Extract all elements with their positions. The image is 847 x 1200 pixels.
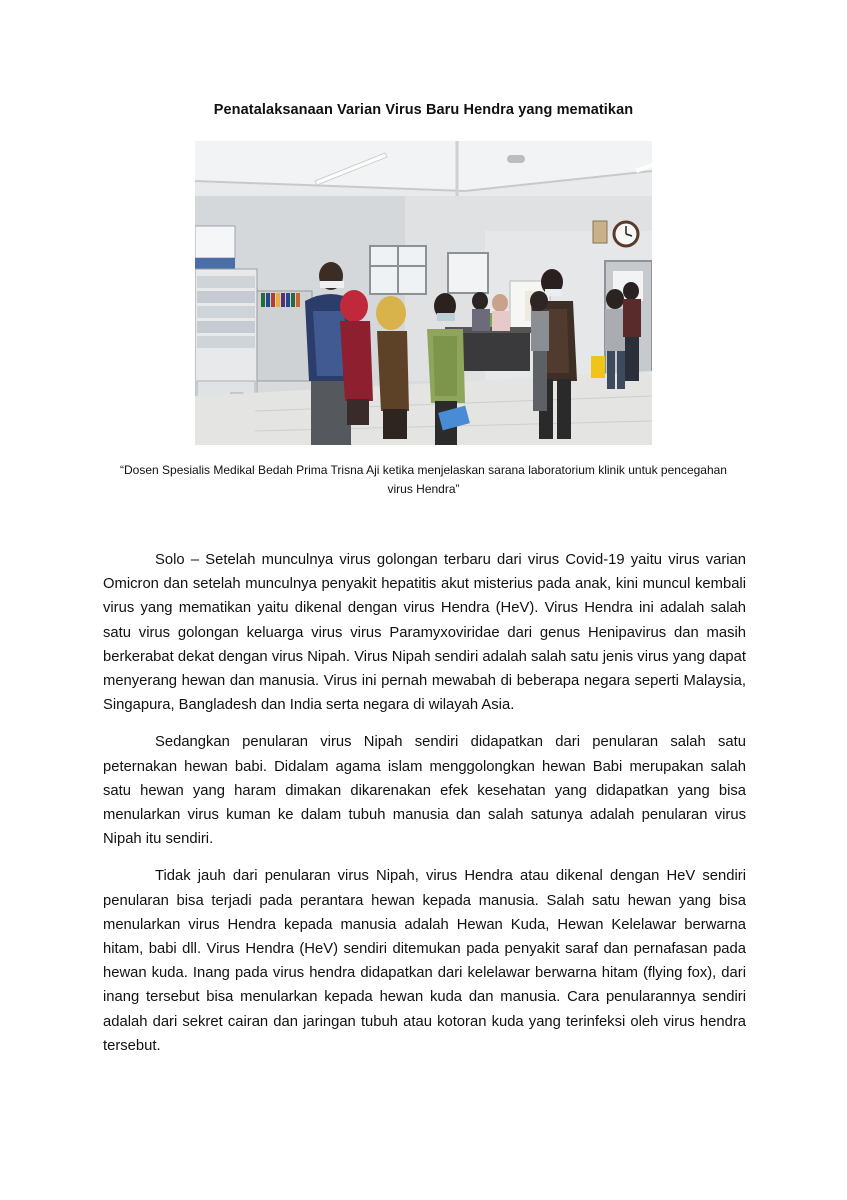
paragraph: Tidak jauh dari penularan virus Nipah, virus Hendra atau dikenal dengan HeV sendiri penularan bisa terjadi pada perantara hewan kepada manusia. Salah satu hewan yang bisa menularkan virus Hendra kepada manusia adalah Hewan Kuda, Hewan Kelelawar berwarna hitam, babi dll. Virus Hendra (HeV) sendiri ditemukan pada penyakit saraf dan pernafasan pada hewan kuda. Inang pada virus hendra didapatkan dari kelelawar berwarna hitam (flying fox), dari inang tersebut bisa menularkan kepada hewan kuda dan manusia. Cara penularannya sendiri adalah dari sekret cairan dan jaringan tubuh atau kotoran kuda yang terinfeksi oleh virus hendra tersebut. — [103, 868, 746, 1054]
paragraph: Solo – Setelah munculnya virus golongan terbaru dari virus Covid-19 yaitu virus varian Omicron dan setelah munculnya penyakit hepatitis akut misterius pada anak, kini muncul kembali virus yang mematikan yaitu dikenal dengan virus Hendra (HeV). Virus Hendra ini adalah salah satu virus golongan keluarga virus virus Paramyxoviridae dari genus Henipavirus dan masih berkerabat dekat dengan virus Nipah. Virus Nipah sendiri adalah salah satu jenis virus yang dapat menyerang hewan dan manusia. Virus ini pernah mewabah di beberapa negara seperti Malaysia, Singapura, Bangladesh dan India serta negara di wilayah Asia. — [103, 552, 746, 714]
photo-caption: “Dosen Spesialis Medikal Bedah Prima Trisna Aji ketika menjelaskan sarana laboratorium klinik untuk pencegahan virus Hendra” — [120, 463, 727, 496]
document-title: Penatalaksanaan Varian Virus Baru Hendra yang mematikan — [213, 102, 634, 118]
laboratory-photo — [195, 141, 652, 445]
article-body — [103, 548, 746, 1071]
paragraph: Sedangkan penularan virus Nipah sendiri didapatkan dari penularan salah satu peternakan hewan babi. Didalam agama islam menggolongkan hewan Babi merupakan salah satu hewan yang haram dimakan dikarenakan efek kesehatan yang didapatkan yang bisa menularkan virus kuman ke dalam tubuh manusia dan salah satunya adalah penularan virus Nipah itu sendiri. — [103, 734, 746, 848]
